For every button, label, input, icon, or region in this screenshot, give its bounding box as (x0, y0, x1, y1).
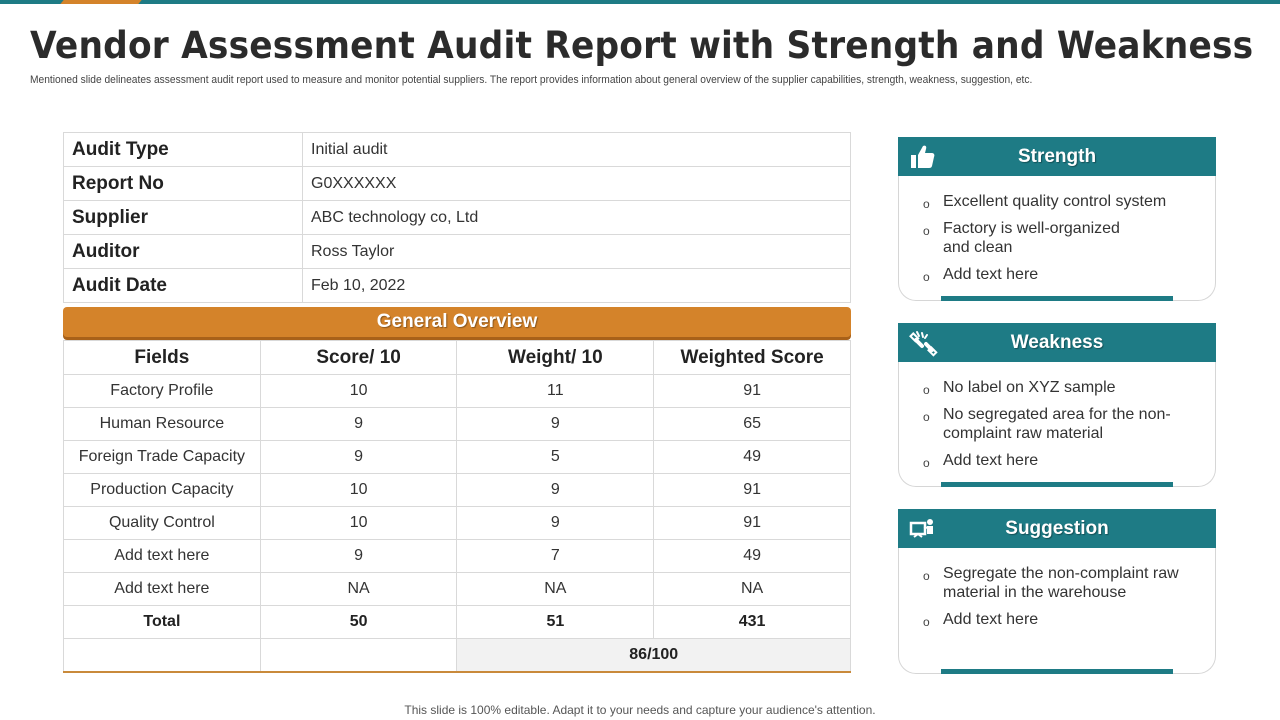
empty-cell (64, 639, 261, 672)
table-cell: 7 (457, 540, 654, 573)
table-cell: 9 (457, 507, 654, 540)
broken-link-icon (908, 328, 938, 358)
list-item (923, 405, 1173, 443)
list-item (923, 451, 1195, 470)
bullet-icon: o (923, 615, 930, 629)
table-cell: Human Resource (64, 408, 261, 441)
list-item-text: No segregated area for the non-complaint raw material (943, 406, 1171, 442)
table-cell: 49 (654, 441, 851, 474)
weakness-body (898, 362, 1216, 487)
total-cell: 50 (260, 606, 457, 639)
suggestion-list (923, 564, 1195, 629)
table-cell: 11 (457, 375, 654, 408)
table-cell: 10 (260, 474, 457, 507)
table-cell: 10 (260, 507, 457, 540)
weakness-panel (898, 323, 1216, 487)
bullet-icon: o (923, 383, 930, 397)
general-overview-banner (63, 307, 851, 337)
info-value: Initial audit (303, 133, 851, 167)
strength-title: Strength (1017, 145, 1097, 167)
table-row (64, 408, 851, 441)
table-cell: 65 (654, 408, 851, 441)
panel-accent-line (941, 296, 1173, 301)
list-item (923, 564, 1183, 602)
column-header: Weighted Score (654, 341, 851, 375)
table-row (64, 507, 851, 540)
final-score: 86/100 (457, 639, 851, 672)
total-row (64, 606, 851, 639)
empty-cell (260, 639, 457, 672)
list-item-text: Add text here (943, 452, 1039, 469)
suggestion-body (898, 548, 1216, 674)
top-orange-accent (60, 0, 141, 4)
strength-header (898, 137, 1216, 176)
list-item-text: No label on XYZ sample (943, 379, 1116, 396)
list-item (923, 378, 1195, 397)
list-item-text: Add text here (943, 266, 1039, 283)
info-label: Audit Date (64, 269, 303, 303)
bullet-icon: o (923, 197, 930, 211)
strength-panel (898, 137, 1216, 301)
list-item-text: Add text here (943, 611, 1039, 628)
general-overview-title: General Overview (376, 311, 538, 332)
table-cell: 91 (654, 474, 851, 507)
info-row (64, 133, 851, 167)
table-cell: NA (654, 573, 851, 606)
list-item (923, 192, 1195, 211)
panel-accent-line (941, 482, 1173, 487)
info-value: ABC technology co, Ltd (303, 201, 851, 235)
table-cell: Add text here (64, 540, 261, 573)
list-item-text: Factory is well-organized and clean (943, 220, 1120, 256)
thumbs-up-icon (908, 142, 938, 172)
page-subtitle: Mentioned slide delineates assessment audit report used to measure and monitor potential suppliers. The report provides information about general overview of the supplier capabilities, strength, weakness, suggestion, etc. (30, 74, 1033, 86)
info-row (64, 235, 851, 269)
audit-info-table (63, 132, 851, 303)
list-item (923, 265, 1195, 284)
total-cell: 51 (457, 606, 654, 639)
table-cell: 9 (260, 441, 457, 474)
info-row (64, 201, 851, 235)
table-cell: Factory Profile (64, 375, 261, 408)
column-header: Score/ 10 (260, 341, 457, 375)
info-label: Auditor (64, 235, 303, 269)
table-cell: 5 (457, 441, 654, 474)
total-label: Total (64, 606, 261, 639)
panel-accent-line (941, 669, 1173, 674)
top-accent-bar (0, 0, 1280, 4)
weakness-title: Weakness (1010, 331, 1104, 353)
weakness-header (898, 323, 1216, 362)
suggestion-title: Suggestion (1005, 517, 1109, 539)
bullet-icon: o (923, 569, 930, 583)
suggestion-panel (898, 509, 1216, 674)
list-item (923, 219, 1123, 257)
bullet-icon: o (923, 270, 930, 284)
table-row (64, 573, 851, 606)
info-label: Report No (64, 167, 303, 201)
info-value: G0XXXXXX (303, 167, 851, 201)
info-row (64, 167, 851, 201)
info-value: Feb 10, 2022 (303, 269, 851, 303)
table-cell: NA (260, 573, 457, 606)
strength-list (923, 192, 1195, 284)
table-row (64, 375, 851, 408)
list-item (923, 610, 1195, 629)
table-header-row (64, 341, 851, 375)
table-cell: 91 (654, 507, 851, 540)
info-label: Audit Type (64, 133, 303, 167)
list-item-text: Excellent quality control system (943, 193, 1167, 210)
overview-score-table (63, 340, 851, 673)
table-cell: Foreign Trade Capacity (64, 441, 261, 474)
table-cell: Production Capacity (64, 474, 261, 507)
strength-body (898, 176, 1216, 301)
page-title: Vendor Assessment Audit Report with Strength and Weakness (30, 24, 1254, 67)
table-cell: 9 (260, 408, 457, 441)
presenter-board-icon (908, 514, 938, 544)
total-cell: 431 (654, 606, 851, 639)
info-label: Supplier (64, 201, 303, 235)
table-cell: 10 (260, 375, 457, 408)
bullet-icon: o (923, 410, 930, 424)
footer-note: This slide is 100% editable. Adapt it to your needs and capture your audience's attention. (404, 703, 876, 717)
bullet-icon: o (923, 224, 930, 238)
column-header: Weight/ 10 (457, 341, 654, 375)
info-value: Ross Taylor (303, 235, 851, 269)
final-score-row (64, 639, 851, 672)
column-header: Fields (64, 341, 261, 375)
table-cell: 49 (654, 540, 851, 573)
table-cell: 9 (457, 474, 654, 507)
table-cell: Add text here (64, 573, 261, 606)
table-row (64, 474, 851, 507)
suggestion-header (898, 509, 1216, 548)
table-cell: 9 (260, 540, 457, 573)
table-cell: 9 (457, 408, 654, 441)
bullet-icon: o (923, 456, 930, 470)
table-row (64, 540, 851, 573)
table-cell: Quality Control (64, 507, 261, 540)
list-item-text: Segregate the non-complaint raw material in the warehouse (943, 565, 1179, 601)
weakness-list (923, 378, 1195, 470)
table-row (64, 441, 851, 474)
info-row (64, 269, 851, 303)
table-cell: NA (457, 573, 654, 606)
table-cell: 91 (654, 375, 851, 408)
